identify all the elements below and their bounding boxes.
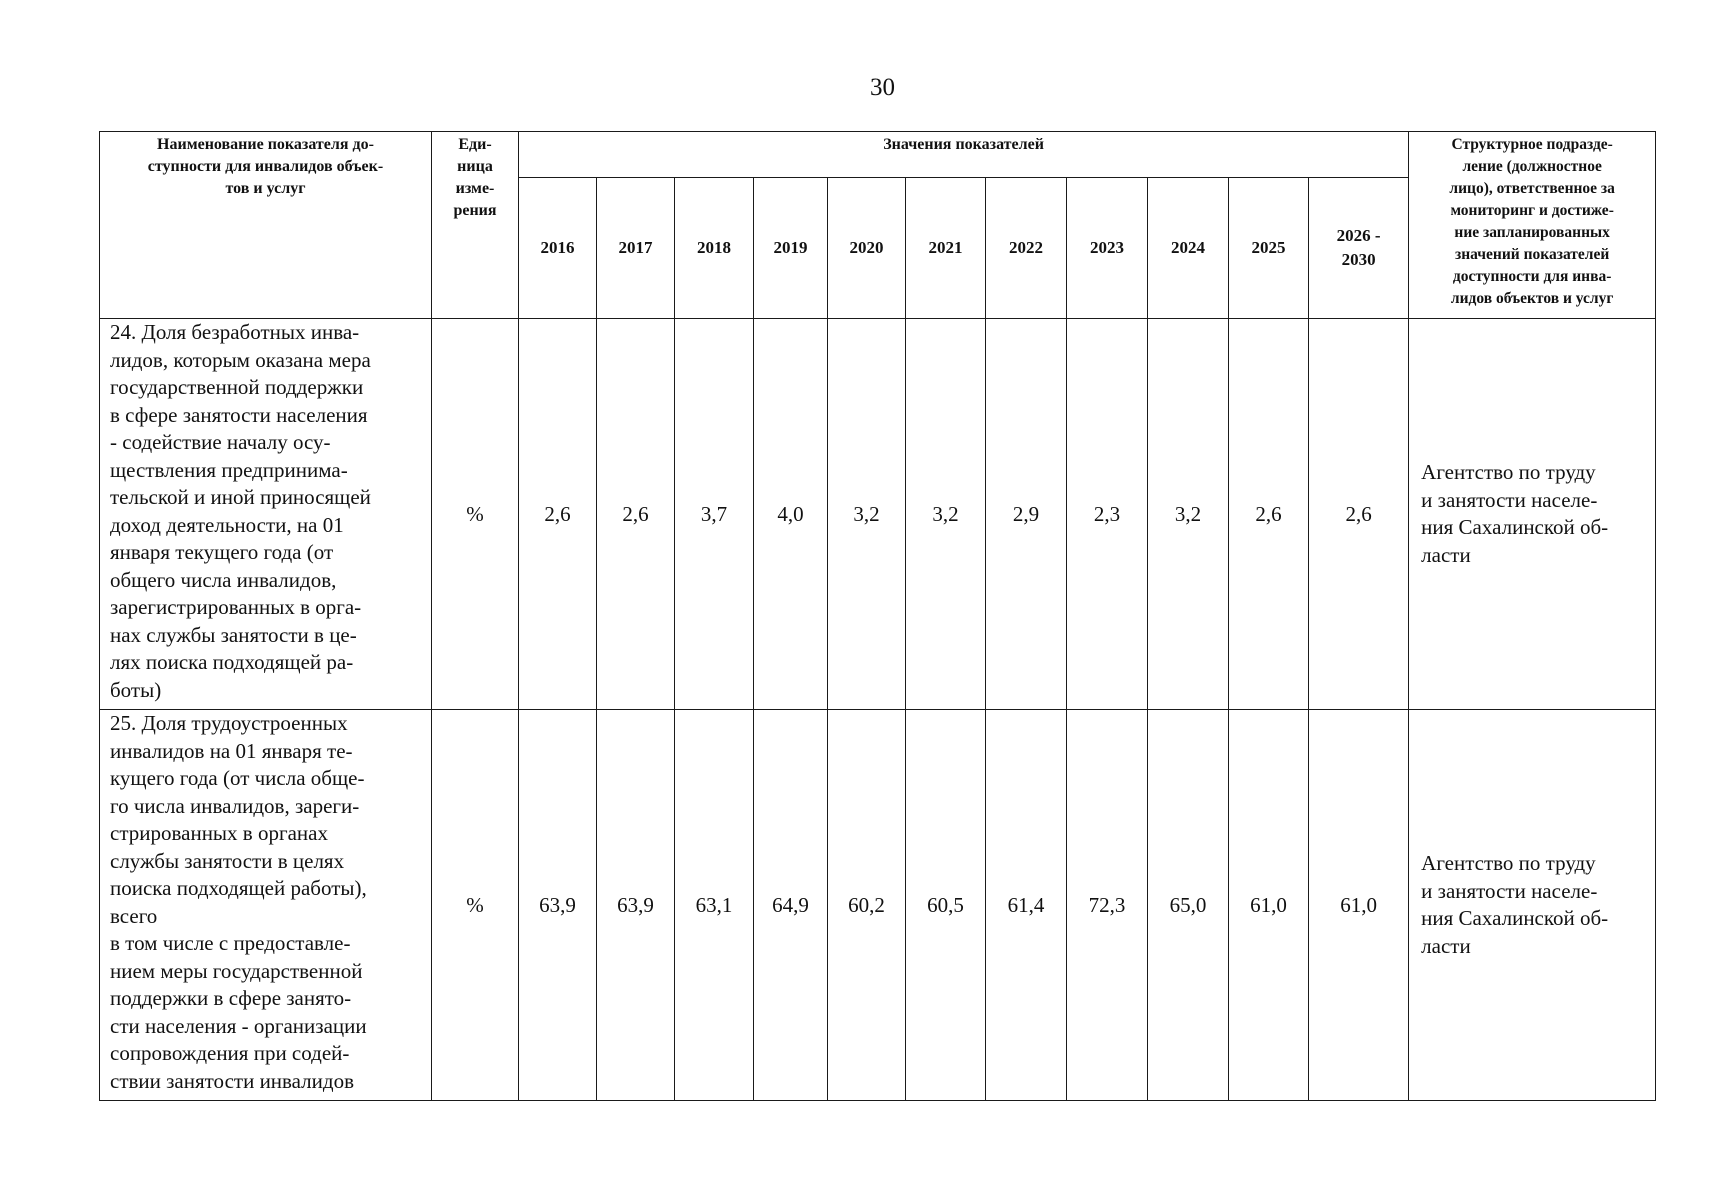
- indicator-value: 2,9: [986, 319, 1067, 710]
- header-year: 2017: [597, 178, 675, 319]
- indicator-value: 72,3: [1067, 710, 1148, 1101]
- indicator-value: 61,0: [1229, 710, 1309, 1101]
- indicator-value: 3,2: [906, 319, 986, 710]
- indicator-value: 64,9: [754, 710, 828, 1101]
- header-year: 2022: [986, 178, 1067, 319]
- indicator-value: 2,6: [1229, 319, 1309, 710]
- indicator-value: 63,9: [519, 710, 597, 1101]
- page-number: 30: [870, 74, 895, 101]
- responsible-unit: Агентство по труду и занятости населе- ния Сахалинской об- ласти: [1409, 319, 1656, 710]
- indicator-value: 4,0: [754, 319, 828, 710]
- responsible-unit: Агентство по труду и занятости населе- ния Сахалинской об- ласти: [1409, 710, 1656, 1101]
- header-responsible: Структурное подразде- ление (должностное лицо), ответственное за мониторинг и достиже- ние запланированных значений показателей доступности для инва- лидов объектов и услуг: [1409, 132, 1656, 319]
- indicator-value: 65,0: [1148, 710, 1229, 1101]
- indicator-unit: %: [432, 710, 519, 1101]
- indicators-table: [99, 131, 1656, 1101]
- indicator-name: 25. Доля трудоустроенных инвалидов на 01 января те- кущего года (от числа обще- го числа инвалидов, зареги- стрированных в органах службы занятости в целях поиска подходящей работы), всего в том числе с предоставле- нием меры государственной поддержки в сфере занято- сти населения - организации сопровождения при содей- ствии занятости инвалидов: [100, 710, 432, 1101]
- table-row: [100, 319, 1656, 710]
- header-values-group: Значения показателей: [519, 132, 1409, 178]
- indicator-value: 2,6: [1309, 319, 1409, 710]
- header-year-range: 2026 - 2030: [1309, 178, 1409, 319]
- header-unit: Еди- ница изме- рения: [432, 132, 519, 319]
- indicator-value: 63,9: [597, 710, 675, 1101]
- indicator-value: 2,3: [1067, 319, 1148, 710]
- indicator-value: 60,2: [828, 710, 906, 1101]
- indicator-value: 3,7: [675, 319, 754, 710]
- header-year: 2019: [754, 178, 828, 319]
- header-year: 2016: [519, 178, 597, 319]
- header-indicator-name: Наименование показателя до- ступности для инвалидов объек- тов и услуг: [100, 132, 432, 319]
- header-year: 2020: [828, 178, 906, 319]
- header-year: 2024: [1148, 178, 1229, 319]
- indicator-unit: %: [432, 319, 519, 710]
- header-year: 2021: [906, 178, 986, 319]
- indicator-value: 3,2: [1148, 319, 1229, 710]
- indicator-value: 3,2: [828, 319, 906, 710]
- header-year: 2018: [675, 178, 754, 319]
- indicator-value: 2,6: [519, 319, 597, 710]
- indicator-value: 60,5: [906, 710, 986, 1101]
- table-row: [100, 710, 1656, 1101]
- header-year: 2023: [1067, 178, 1148, 319]
- indicator-value: 61,0: [1309, 710, 1409, 1101]
- indicator-value: 2,6: [597, 319, 675, 710]
- indicator-name: 24. Доля безработных инва- лидов, которым оказана мера государственной поддержки в сфере занятости населения - содействие началу осу- ществления предпринима- тельской и иной приносящей доход деятельности, на 01 января текущего года (от общего числа инвалидов, зарегистрированных в орга- нах службы занятости в це- лях поиска подходящей ра- боты): [100, 319, 432, 710]
- indicator-value: 61,4: [986, 710, 1067, 1101]
- indicator-value: 63,1: [675, 710, 754, 1101]
- header-year: 2025: [1229, 178, 1309, 319]
